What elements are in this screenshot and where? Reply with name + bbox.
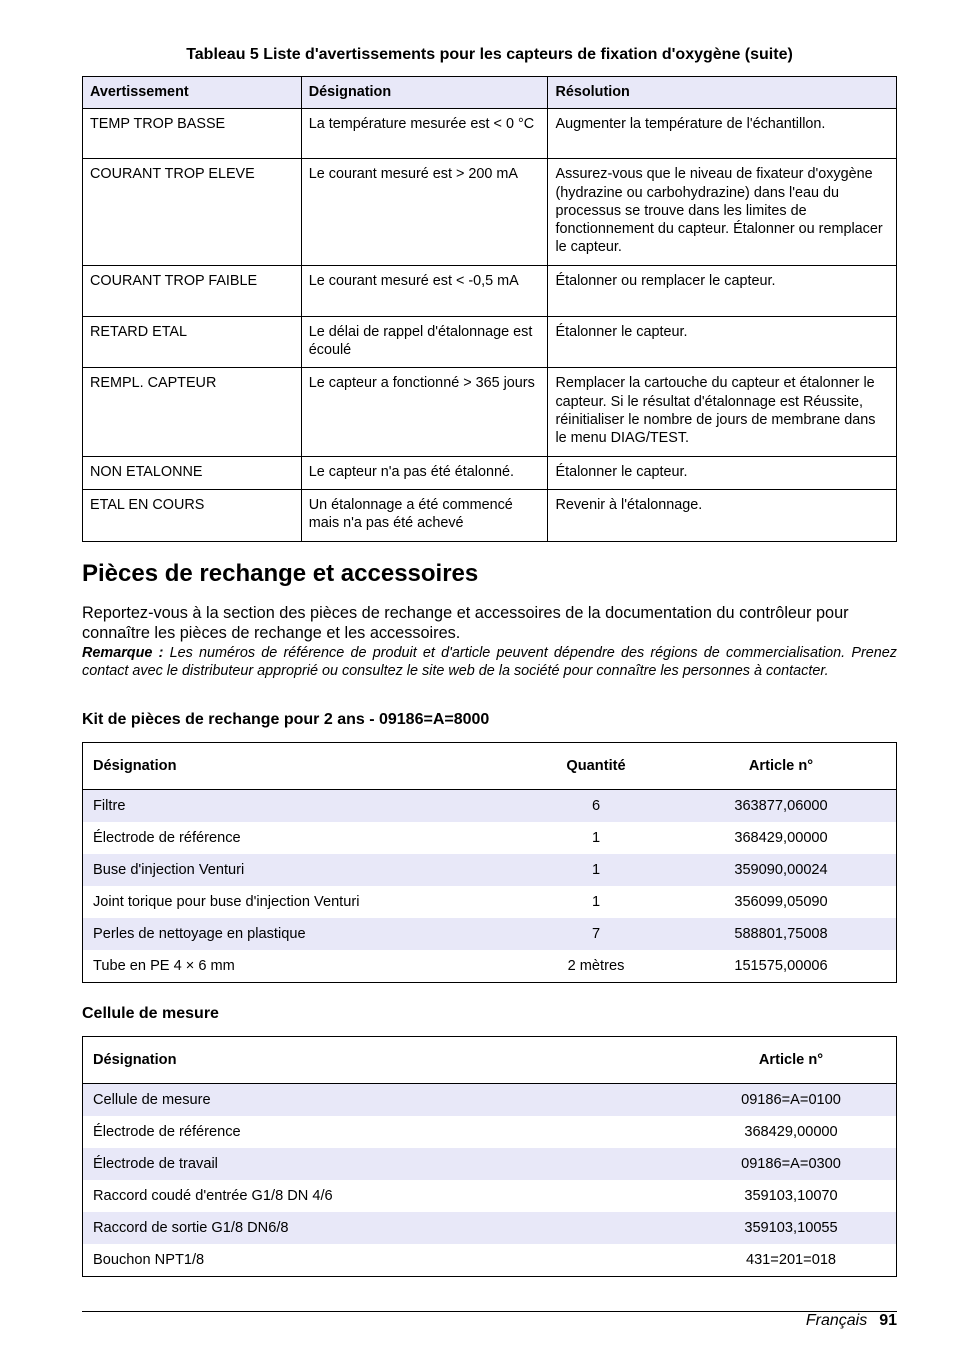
column-header: Article n° bbox=[666, 743, 896, 790]
table-row bbox=[83, 1116, 896, 1148]
article-cell: 09186=A=0300 bbox=[686, 1148, 896, 1180]
quantity-cell: 1 bbox=[591, 830, 601, 846]
table-row bbox=[83, 456, 897, 489]
column-header: Avertissement bbox=[83, 77, 302, 109]
warning-cell: COURANT TROP FAIBLE bbox=[83, 265, 302, 316]
column-header: Article n° bbox=[686, 1037, 896, 1084]
table-row bbox=[83, 854, 896, 886]
table-row bbox=[83, 1084, 896, 1117]
article-cell: 359090,00024 bbox=[666, 854, 896, 886]
resolution-cell: Étalonner ou remplacer le capteur. bbox=[548, 265, 897, 316]
resolution-cell: Étalonner le capteur. bbox=[548, 316, 897, 368]
article-cell: 151575,00006 bbox=[734, 958, 828, 974]
section-title: Pièces de rechange et accessoires bbox=[82, 560, 479, 587]
article-cell: 431=201=018 bbox=[745, 1252, 837, 1268]
article-cell: 09186=A=0100 bbox=[686, 1084, 896, 1117]
resolution-cell: Assurez-vous que le niveau de fixateur d'oxygène (hydrazine ou carbohydrazine) dans l'eau du processus se trouve dans les limites de fonctionnement du capteur. Étalonner ou remplacer le capteur. bbox=[548, 159, 897, 265]
quantity-cell: 1 bbox=[591, 894, 601, 910]
article-cell: 588801,75008 bbox=[666, 918, 896, 950]
table-row bbox=[83, 1148, 896, 1180]
page-footer bbox=[806, 1312, 897, 1330]
article-cell: 368429,00000 bbox=[744, 1124, 838, 1140]
warnings-table bbox=[82, 76, 897, 542]
designation-cell: Un étalonnage a été commencé mais n'a pas été achevé bbox=[301, 489, 548, 541]
table-row bbox=[83, 950, 896, 982]
table-row bbox=[83, 368, 897, 456]
table-caption: Tableau 5 Liste d'avertissements pour les capteurs de fixation d'oxygène (suite) bbox=[186, 46, 793, 63]
designation-cell: Électrode de référence bbox=[93, 1124, 241, 1140]
table-row bbox=[83, 822, 896, 854]
designation-cell: Filtre bbox=[83, 790, 526, 823]
designation-cell: Raccord coudé d'entrée G1/8 DN 4/6 bbox=[93, 1188, 333, 1204]
table-row bbox=[83, 886, 896, 918]
table-row bbox=[83, 1212, 896, 1244]
table-header-row bbox=[83, 77, 897, 109]
kit-title: Kit de pièces de rechange pour 2 ans - 09186=A=8000 bbox=[82, 711, 490, 728]
designation-cell: Le courant mesuré est < -0,5 mA bbox=[301, 265, 548, 316]
column-header: Désignation bbox=[83, 1037, 686, 1084]
article-cell: 359103,10070 bbox=[744, 1188, 838, 1204]
designation-cell: Joint torique pour buse d'injection Venturi bbox=[93, 894, 360, 910]
table-row bbox=[83, 316, 897, 368]
article-cell: 359103,10055 bbox=[686, 1212, 896, 1244]
designation-cell: Le capteur a fonctionné > 365 jours bbox=[301, 368, 548, 456]
warning-cell: TEMP TROP BASSE bbox=[83, 109, 302, 159]
resolution-cell: Revenir à l'étalonnage. bbox=[548, 489, 897, 541]
warning-cell: REMPL. CAPTEUR bbox=[83, 368, 302, 456]
designation-cell: Électrode de travail bbox=[83, 1148, 686, 1180]
quantity-cell: 1 bbox=[526, 854, 666, 886]
table-row bbox=[83, 1180, 896, 1212]
footer-language: Français bbox=[805, 1312, 868, 1329]
designation-cell: Électrode de référence bbox=[93, 830, 241, 846]
column-header: Désignation bbox=[301, 77, 548, 109]
page-number: 91 bbox=[879, 1312, 897, 1329]
table-header-row bbox=[83, 1037, 896, 1084]
designation-cell: Le courant mesuré est > 200 mA bbox=[301, 159, 548, 265]
table-row bbox=[83, 489, 897, 541]
designation-cell: Le délai de rappel d'étalonnage est écoulé bbox=[301, 316, 548, 368]
kit-table bbox=[82, 742, 897, 983]
column-header: Désignation bbox=[83, 743, 526, 790]
note-label: Remarque : bbox=[82, 645, 164, 661]
resolution-cell: Remplacer la cartouche du capteur et étalonner le capteur. Si le résultat d'étalonnage est Réussite, réinitialiser le nombre de jours de membrane dans le menu DIAG/TEST. bbox=[548, 368, 897, 456]
designation-cell: Raccord de sortie G1/8 DN6/8 bbox=[83, 1212, 686, 1244]
resolution-cell: Étalonner le capteur. bbox=[548, 456, 897, 489]
table-header-row bbox=[83, 743, 896, 790]
warning-cell: RETARD ETAL bbox=[83, 316, 302, 368]
article-cell: 363877,06000 bbox=[666, 790, 896, 823]
table-row bbox=[83, 918, 896, 950]
note-text: Les numéros de référence de produit et d'article peuvent dépendre des régions de commercialisation. Prenez contact avec le distributeur approprié ou consultez le site web de la société pour connaître les personnes à contacter. bbox=[82, 645, 897, 679]
note-paragraph bbox=[82, 644, 897, 680]
footer-divider bbox=[82, 1311, 897, 1312]
warning-cell: COURANT TROP ELEVE bbox=[83, 159, 302, 265]
warning-cell: ETAL EN COURS bbox=[83, 489, 302, 541]
quantity-cell: 7 bbox=[526, 918, 666, 950]
column-header: Résolution bbox=[548, 77, 897, 109]
cell-table bbox=[82, 1036, 897, 1277]
warning-cell: NON ETALONNE bbox=[83, 456, 302, 489]
table-row bbox=[83, 109, 897, 159]
resolution-cell: Augmenter la température de l'échantillon. bbox=[548, 109, 897, 159]
designation-cell: Perles de nettoyage en plastique bbox=[83, 918, 526, 950]
designation-cell: Cellule de mesure bbox=[83, 1084, 686, 1117]
designation-cell: Tube en PE 4 × 6 mm bbox=[93, 958, 235, 974]
quantity-cell: 6 bbox=[526, 790, 666, 823]
table-row bbox=[83, 159, 897, 265]
table-row bbox=[83, 790, 896, 823]
article-cell: 368429,00000 bbox=[734, 830, 828, 846]
table-row bbox=[83, 265, 897, 316]
table-row bbox=[83, 1244, 896, 1276]
designation-cell: Le capteur n'a pas été étalonné. bbox=[301, 456, 548, 489]
column-header: Quantité bbox=[526, 743, 666, 790]
quantity-cell: 2 mètres bbox=[567, 958, 625, 974]
designation-cell: Bouchon NPT1/8 bbox=[93, 1252, 205, 1268]
designation-cell: Buse d'injection Venturi bbox=[83, 854, 526, 886]
intro-paragraph: Reportez-vous à la section des pièces de rechange et accessoires de la documentation du contrôleur pour connaître les pièces de rechange et les accessoires. bbox=[82, 604, 849, 642]
cell-title: Cellule de mesure bbox=[82, 1005, 219, 1022]
designation-cell: La température mesurée est < 0 °C bbox=[301, 109, 548, 159]
article-cell: 356099,05090 bbox=[734, 894, 828, 910]
